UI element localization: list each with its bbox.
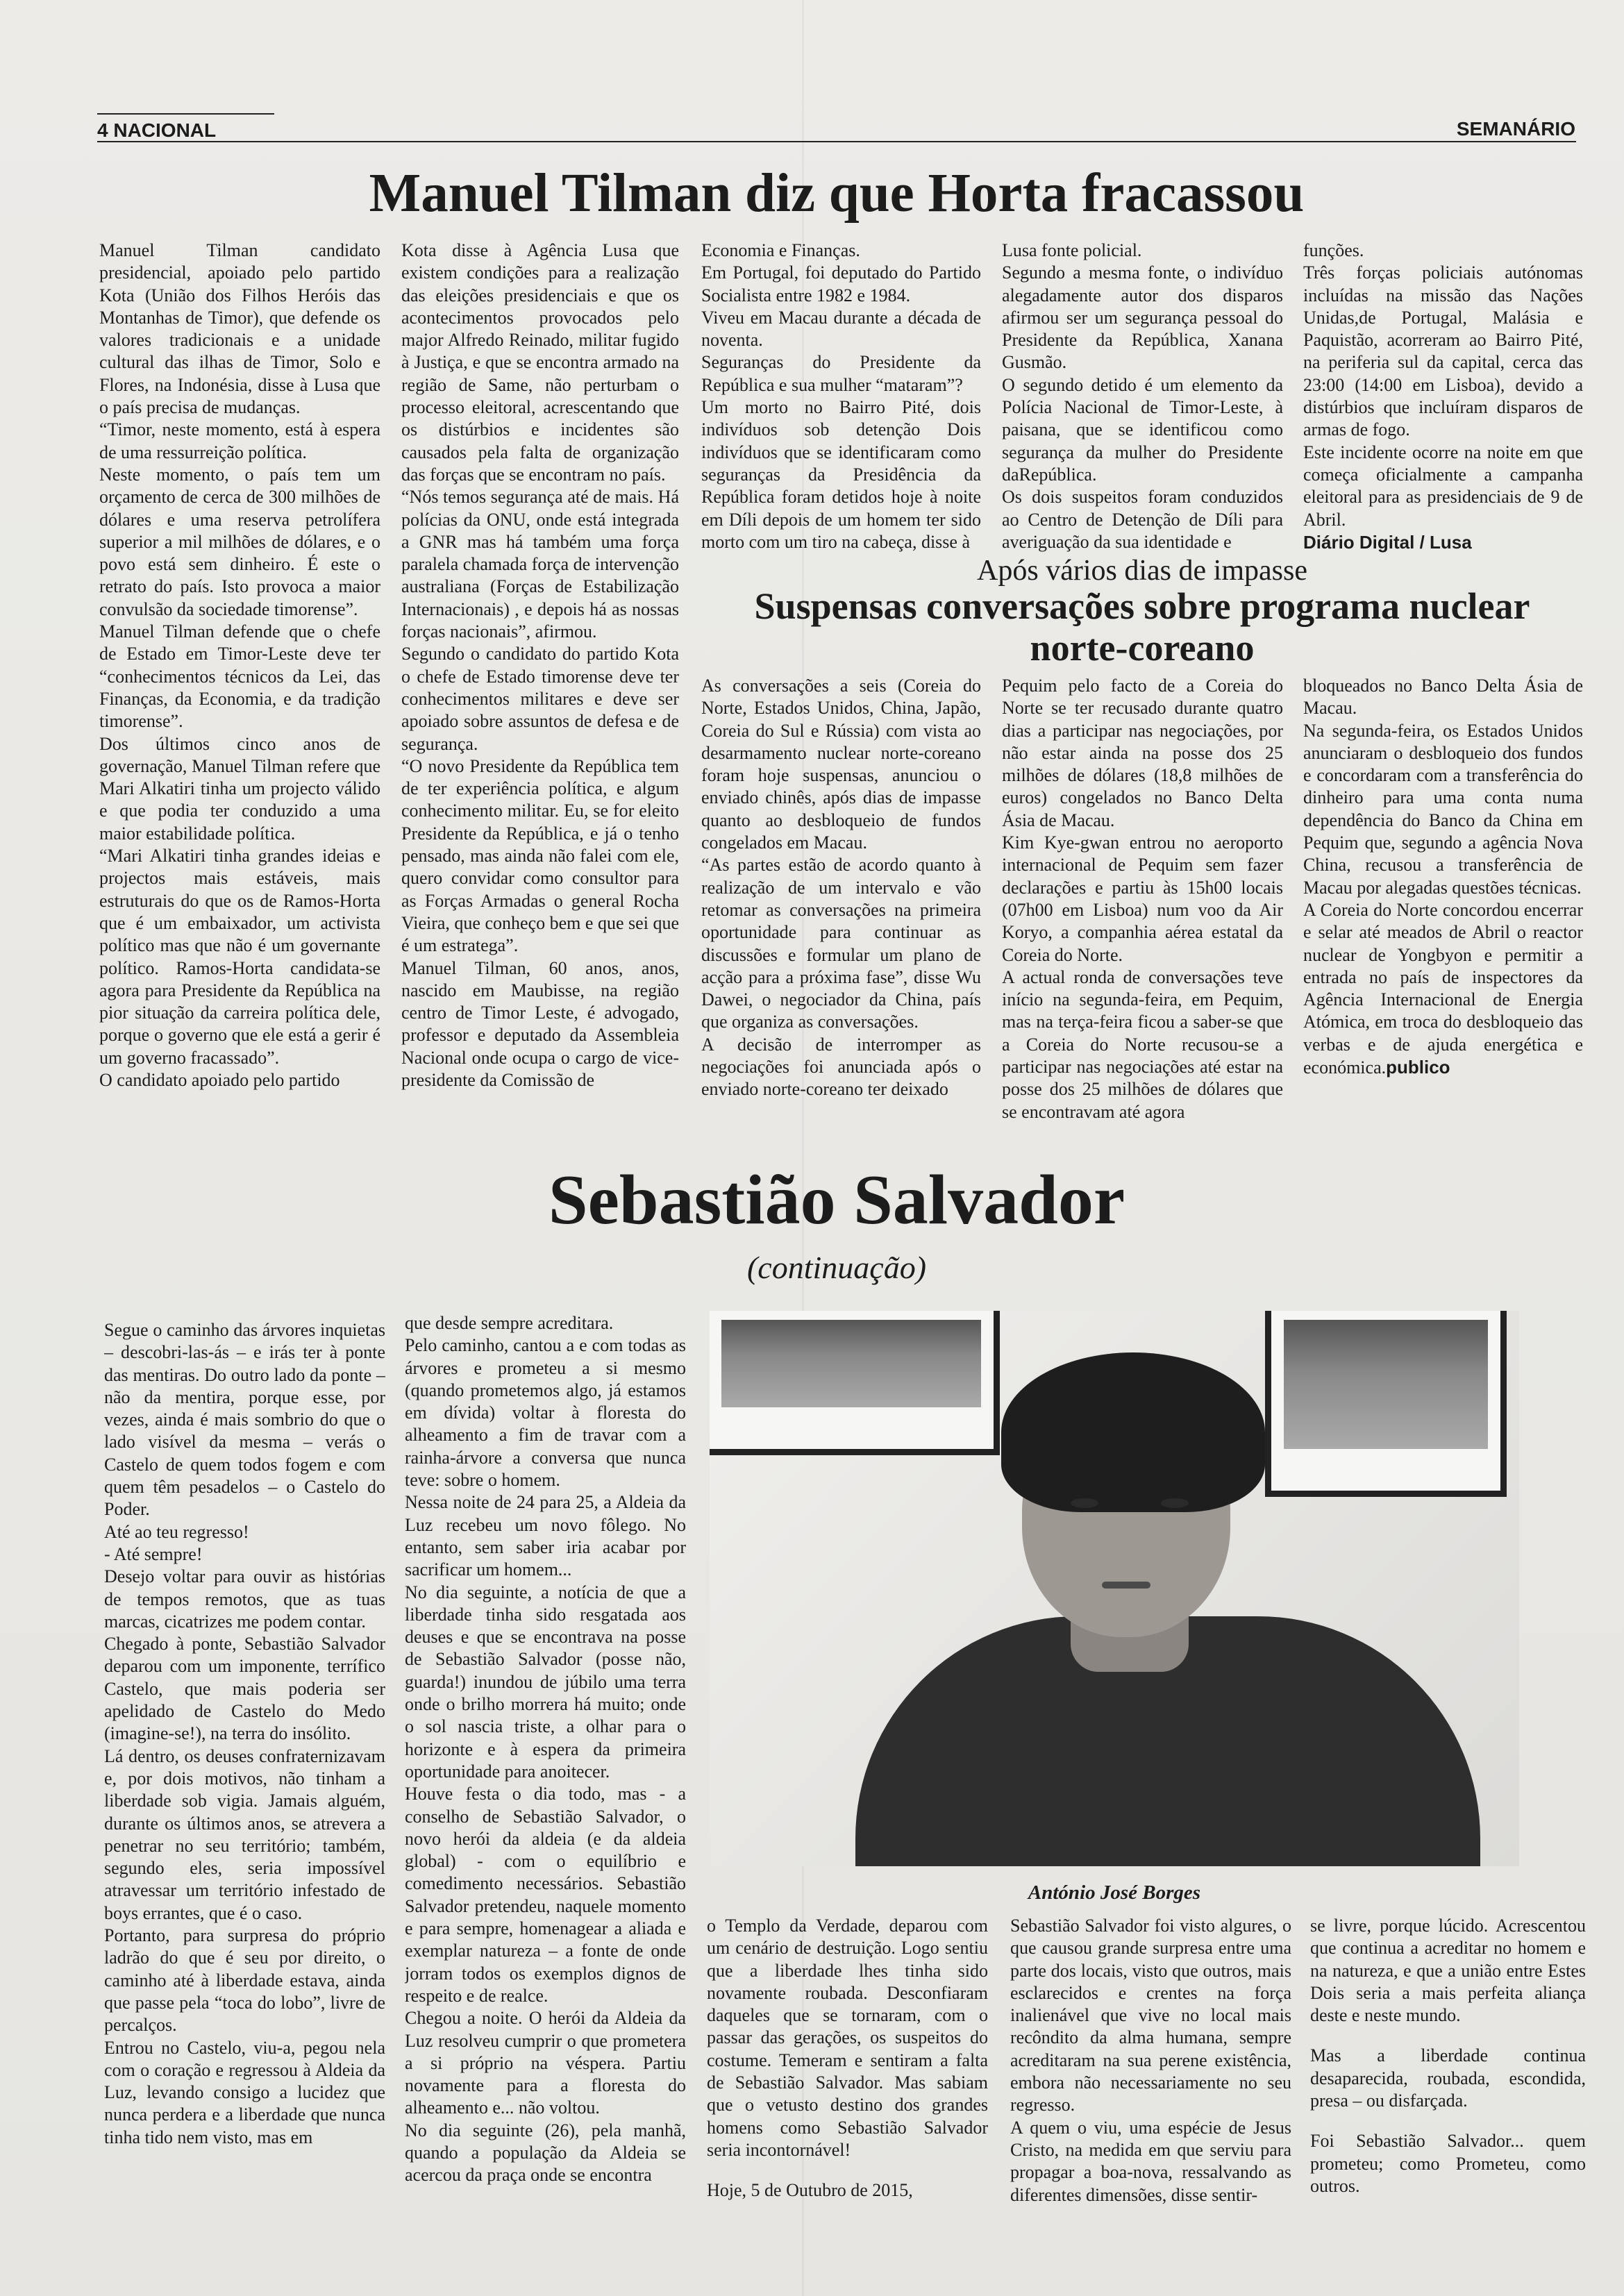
paragraph: A actual ronda de conversações teve início na segunda-feira, em Pequim, mas na terça-feira ficou a saber-se que a Coreia do Norte recusou-se a participar nas negociações até estar na posse dos 25 milhões de dólares que se encontravam até agora — [1002, 966, 1283, 1122]
paragraph: Até ao teu regresso! — [104, 1521, 249, 1542]
paragraph: “Mari Alkatiri tinha grandes ideias e projectos mais estáveis, mais estruturais do que os de Ramos-Horta que é um embaixador, um activista político mas que não é um governante político. Ramos-Horta candidata-se agora para Presidente da República na pior situação da carreira política dele, porque o governo que ele está a gerir é um governo fracassado”. — [99, 846, 380, 1068]
paragraph: Foi Sebastião Salvador... quem prometeu; como Prometeu, como outros. — [1310, 2131, 1586, 2196]
paragraph: Segue o caminho das árvores inquietas – descobri-las-ás – e irás ter à ponte das mentiras. Do outro lado da ponte – não da mentira, porque esse, por vezes, ainda é mais sombrio do que o lado visível da mesma – verás o Castelo de quem todos fogem e com quem têm pesadelos – o Castelo do Poder. — [104, 1320, 385, 1520]
paragraph: Mas a liberdade continua desaparecida, roubada, escondida, presa – ou disfarçada. — [1310, 2045, 1586, 2111]
section-label: 4 NACIONAL — [97, 119, 217, 141]
paragraph: Os dois suspeitos foram conduzidos ao Centro de Detenção de Díli para averiguação da sua identidade e — [1002, 487, 1283, 552]
paragraph: Desejo voltar para ouvir as histórias de tempos remotos, que as tuas marcas, cicatrizes me podem contar. — [104, 1566, 385, 1632]
paragraph: A decisão de interromper as negociações foi anunciada após o enviado norte-coreano ter deixado — [701, 1034, 981, 1100]
article-1-column-4 — [1002, 240, 1283, 559]
paragraph: “Timor, neste momento, está à espera de uma ressurreição política. — [99, 419, 380, 462]
article-2-headline-line-1: Suspensas conversações sobre programa nuclear — [754, 585, 1530, 627]
article-2-headline-line-2: norte-coreano — [1030, 627, 1255, 669]
paragraph: o Templo da Verdade, deparou com um cenário de destruição. Logo sentiu que a liberdade lhes tinha sido novamente roubada. Desconfiaram daqueles que se tornaram, com o passar das gerações, os suspeitos do costume. Temeram e sentiram a falta de Sebastião Salvador. Mas sabiam que o vetusto destino dos grandes homens como Sebastião Salvador seria incontornável! — [707, 1916, 988, 2160]
article-2-kicker: Após vários dias de impasse — [977, 555, 1307, 587]
article-2-column-1 — [701, 675, 981, 1147]
article-3-column-5 — [1310, 1915, 1586, 2220]
paragraph: Viveu em Macau durante a década de noventa. — [701, 307, 981, 351]
paragraph: Portanto, para surpresa do próprio ladrão do que é seu por direito, o caminho até à liberdade estava, ainda que passe pela “toca do lobo”, livre de percalços. — [104, 1925, 385, 2036]
person-eye-right — [1161, 1498, 1189, 1508]
paragraph: Manuel Tilman, 60 anos, anos, nascido em Maubisse, na região centro de Timor Leste, é advogado, professor e deputado da Assembleia Nacional onde ocupa o cargo de vice-presidente da Comissão de — [401, 957, 679, 1090]
article-3-column-2 — [405, 1312, 686, 2222]
paragraph: Economia e Finanças. — [701, 240, 860, 260]
paragraph: Em Portugal, foi deputado do Partido Socialista entre 1982 e 1984. — [701, 262, 981, 305]
paragraph: As conversações a seis (Coreia do Norte, Estados Unidos, China, Japão, Coreia do Sul e Rússia) com vista ao desarmamento nuclear norte-coreano foram hoje suspensas, anunciou o enviado chinês, após dias de impasse quanto ao desbloqueio de fundos congelados em Macau. — [701, 676, 981, 853]
article-2-credit: publico — [1386, 1057, 1450, 1078]
paragraph: Houve festa o dia todo, mas - a conselho de Sebastião Salvador, o novo herói da aldeia (e da aldeia global) - com o equilíbrio e comedimento necessários. Sebastião Salvador pretendeu, naquele momento e para sempre, homenagear a aliada e exemplar natureza – a fonte de onde jorram todos os exemplos dignos de respeito e de realce. — [405, 1784, 686, 2006]
paragraph: - Até sempre! — [104, 1543, 203, 1564]
wall-frame-left — [710, 1311, 1000, 1455]
article-3-headline: Sebastião Salvador — [548, 1161, 1125, 1239]
paragraph: Lusa fonte policial. — [1002, 240, 1142, 260]
paragraph: Três forças policiais autónomas incluídas na missão das Nações Unidas,de Portugal, Malásia e Paquistão, acorreram ao Bairro Pité, na periferia sul da capital, cerca das 23:00 (14:00 em Lisboa), devido a distúrbios que incluíram disparos de armas de fogo. — [1303, 262, 1583, 440]
paragraph: Seguranças do Presidente da República e sua mulher “mataram”? — [701, 352, 981, 395]
person-mouth — [1102, 1582, 1150, 1589]
paragraph: funções. — [1303, 240, 1364, 260]
paragraph: Chegou a noite. O herói da Aldeia da Luz resolveu cumprir o que prometera a si próprio na véspera. Partiu novamente para a floresta do alheamento e... não voltou. — [405, 2008, 686, 2118]
paragraph-text: A Coreia do Norte concordou encerrar e selar até meados de Abril o reactor nuclear de Yongbyon e permitir a entrada no país de inspectores da Agência Internacional de Energia Atómica, em troca do desbloqueio das verbas e de ajuda energética e económica. — [1303, 899, 1583, 1078]
paragraph: Pequim pelo facto de a Coreia do Norte se ter recusado durante quatro dias a participar nas negociações, por não estar ainda na posse dos 25 milhões de dólares (18,8 milhões de euros) congelados no Banco Delta Ásia de Macau. — [1002, 676, 1283, 830]
paragraph: No dia seguinte (26), pela manhã, quando a população da Aldeia se acercou da praça onde se encontra — [405, 2120, 686, 2186]
article-3-column-3 — [707, 1915, 988, 2220]
paragraph: Este incidente ocorre na noite em que começa oficialmente a campanha eleitoral para as presidenciais de 9 de Abril. — [1303, 442, 1583, 530]
paragraph: bloqueados no Banco Delta Ásia de Macau. — [1303, 676, 1583, 719]
wall-frame-right — [1265, 1311, 1507, 1497]
paragraph: Dos últimos cinco anos de governação, Manuel Tilman refere que Mari Alkatiri tinha um projecto válido e que podia ter conduzido a uma maior estabilidade política. — [99, 733, 380, 844]
article-1-headline: Manuel Tilman diz que Horta fracassou — [369, 163, 1305, 224]
paragraph: Kota disse à Agência Lusa que existem condições para a realização das eleições presidenciais e que os acontecimentos provocados pelo major Alfredo Reinado, militar fugido à Justiça, e que se encontra armado na região de Same, não perturbam o processo eleitoral, acrescentando que os distúrbios e incidentes são causados pela falta de organização das forças que se encontram no país. — [401, 240, 679, 485]
article-1-column-3 — [701, 240, 981, 559]
person-eye-left — [1071, 1498, 1098, 1508]
person-hair — [1001, 1352, 1265, 1512]
article-1-column-2 — [401, 240, 679, 1142]
paragraph: “As partes estão de acordo quanto à realização de um intervalo e vão retomar as conversações na primeira oportunidade para continuar as discussões e formular um plano de acção para a próxima fase”, disse Wu Dawei, o negociador da China, país que organiza as conversações. — [701, 855, 981, 1032]
article-3-subtitle: (continuação) — [746, 1250, 927, 1285]
paragraph: Neste momento, o país tem um orçamento de cerca de 300 milhões de dólares e uma reserva petrolífera superior a mil milhões de dólares, e o povo está sem dinheiro. É este o retrato do país. Isto provoca a maior convulsão da sociedade timorense”. — [99, 464, 380, 619]
author-photo — [710, 1311, 1519, 1866]
article-3-column-4 — [1010, 1915, 1291, 2220]
article-1-column-1 — [99, 240, 380, 1142]
paragraph: Chegado à ponte, Sebastião Salvador deparou com um imponente, terrífico Castelo, que mais poderia ser apelidado de Castelo do Medo (imagine-se!), na terra do insólito. — [104, 1634, 385, 1744]
article-1-column-5 — [1303, 240, 1583, 566]
paragraph: “Nós temos segurança até de mais. Há polícias da ONU, onde está integrada a GNR mas há também uma força paralela chamada força de intervenção australiana (Forças de Estabilização Internacionais) , e depois há as nossas forças nacionais”, afirmou. — [401, 487, 679, 642]
photo-caption: António José Borges — [1028, 1882, 1201, 1904]
article-2-column-3 — [1303, 675, 1583, 1147]
article-2-column-2 — [1002, 675, 1283, 1147]
paragraph: Um morto no Bairro Pité, dois indivíduos sob detenção Dois indivíduos que se identificaram como seguranças da Presidência da República foram detidos hoje à noite em Díli depois de um homem ter sido morto com um tiro na cabeça, disse à — [701, 397, 981, 552]
paragraph: Kim Kye-gwan entrou no aeroporto internacional de Pequim sem fazer declarações e partiu às 15h00 locais (07h00 em Lisboa) num voo da Air Koryo, a companhia aérea estatal da Coreia do Norte. — [1002, 832, 1283, 965]
article-3-column-1 — [104, 1319, 385, 2222]
paragraph: Segundo o candidato do partido Kota o chefe de Estado timorense deve ter conhecimentos militares e deve ser apoiado sobre assuntos de defesa e de segurança. — [401, 644, 679, 754]
paragraph: “O novo Presidente da República tem de ter experiência política, e algum conhecimento militar. Eu, se for eleito Presidente da República, e já o tenho pensado, mas ainda não falei com ele, quero convidar como consultor para as Forças Armadas o general Rocha Vieira, que conheço bem e que sei que é um estratega”. — [401, 755, 679, 956]
paragraph: Lá dentro, os deuses confraternizavam e, por dois motivos, não tinham a liberdade sob vigia. Jamais alguém, durante os últimos anos, se atrevera a penetrar no seu território; também, segundo eles, seria impossível atravessar um território infestado de boys errantes, que é o caso. — [104, 1745, 385, 1923]
paragraph: Na segunda-feira, os Estados Unidos anunciaram o desbloqueio dos fundos e concordaram com a transferência do dinheiro para uma conta numa dependência do Banco da China em Pequim que, segundo a agência Nova China, recusou a transferência de Macau por alegadas questões técnicas. — [1303, 720, 1583, 898]
paragraph: O segundo detido é um elemento da Polícia Nacional de Timor-Leste, à paisana, que se identificou como segurança da mulher do Presidente daRepública. — [1002, 374, 1283, 485]
paragraph: Sebastião Salvador foi visto algures, o que causou grande surpresa entre uma parte dos locais, visto que outros, mais esclarecidos e crentes na força inalienável que vive no local mais recôndito da alma humana, sempre acreditaram na sua perene existência, embora não necessariamente no seu regresso. — [1010, 1916, 1291, 2115]
paragraph: que desde sempre acreditara. — [405, 1313, 614, 1333]
paragraph: No dia seguinte, a notícia de que a liberdade tinha sido resgatada aos deuses e que se encontrava na posse de Sebastião Salvador (posse não, guarda!) inundou de júbilo uma terra onde o brilho morrera há muito; onde o sol nascia triste, a olhar para o horizonte e à espera da primeira oportunidade para anoitecer. — [405, 1582, 686, 1782]
paragraph: Manuel Tilman defende que o chefe de Estado em Timor-Leste deve ter “conhecimentos técnicos da Lei, das Finanças, da Economia, e da tradição timorense”. — [99, 621, 380, 732]
paragraph: A quem o viu, uma espécie de Jesus Cristo, na medida em que serviu para propagar a boa-nova, ressalvando as diferentes dimensões, disse sentir- — [1010, 2117, 1291, 2205]
header-rule — [97, 141, 1576, 142]
publication-name: SEMANÁRIO — [1456, 118, 1575, 140]
article-1-credit: Diário Digital / Lusa — [1303, 531, 1472, 553]
paragraph: Segundo a mesma fonte, o indivíduo alegadamente autor dos disparos afirmou ser um segurança pessoal do Presidente da República, Xanana Gusmão. — [1002, 262, 1283, 373]
paragraph: Entrou no Castelo, viu-a, pegou nela com o coração e regressou à Aldeia da Luz, levando consigo a lucidez que nunca perdera e a liberdade que nunca tinha tido nem visto, mas em — [104, 2037, 385, 2147]
paragraph: O candidato apoiado pelo partido — [99, 1069, 340, 1090]
paragraph-with-credit — [1303, 899, 1583, 1079]
header-rule-short — [97, 113, 274, 115]
paragraph: Manuel Tilman candidato presidencial, apoiado pelo partido Kota (União dos Filhos Heróis das Montanhas de Timor), que defende os valores tradicionais e a unidade cultural das ilhas de Timor, Solo e Flores, na Indonésia, disse à Lusa que o país precisa de mudanças. — [99, 240, 380, 418]
paragraph: Nessa noite de 24 para 25, a Aldeia da Luz recebeu um novo fôlego. No entanto, sem saber iria acabar por sacrificar um homem... — [405, 1492, 686, 1580]
paragraph: se livre, porque lúcido. Acrescentou que continua a acreditar no homem e na natureza, e que a união entre Estes Dois seria a mais perfeita aliança deste e neste mundo. — [1310, 1916, 1586, 2026]
paragraph: Hoje, 5 de Outubro de 2015, — [707, 2180, 913, 2201]
paragraph: Pelo caminho, cantou a e com todas as árvores e prometeu a si mesmo (quando prometemos algo, já estamos em dívida) voltar à floresta do alheamento a fim de travar com a rainha-árvore a conversa que nunca teve: sobre o homem. — [405, 1335, 686, 1491]
